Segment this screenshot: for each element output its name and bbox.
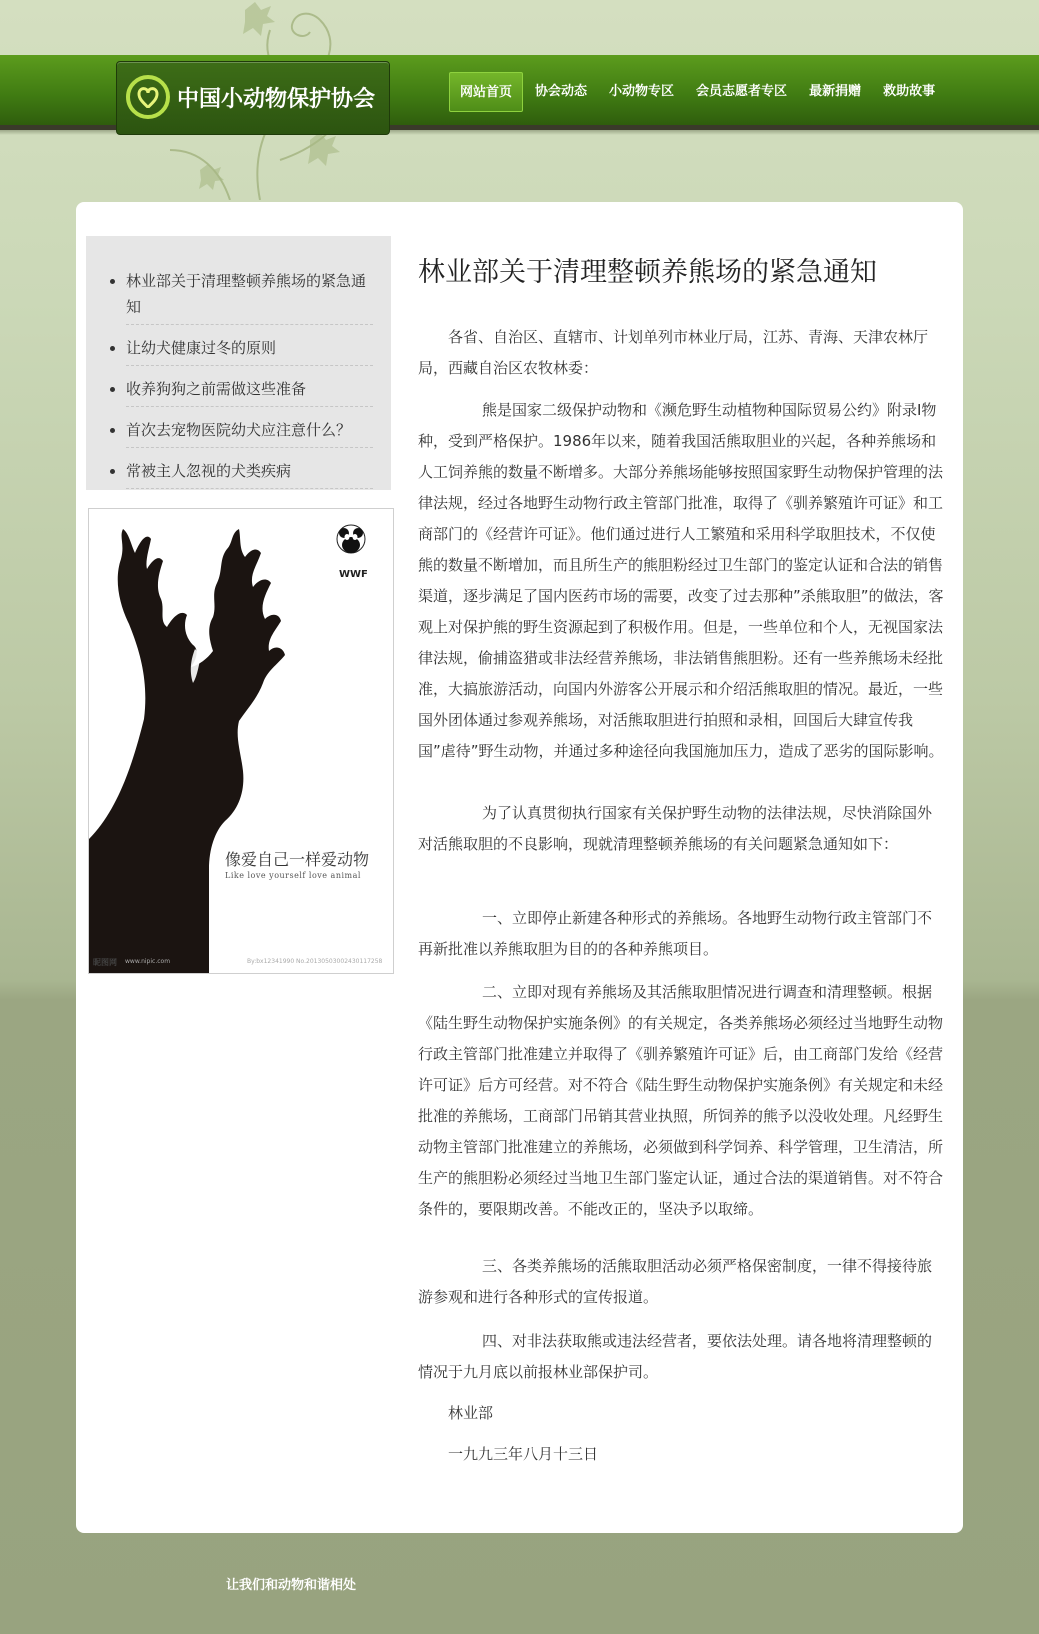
heart-logo-icon [125, 74, 171, 120]
poster-url: www.nipic.com [125, 958, 171, 965]
article-paragraph: 一、立即停止新建各种形式的养熊场。各地野生动物行政主管部门不再新批准以养熊取胆为目的的各种养熊项目。 [418, 909, 933, 958]
nav-news[interactable]: 协会动态 [535, 84, 588, 99]
poster-subcaption: Like love yourself love animal [225, 871, 361, 880]
content-panel [76, 202, 963, 1533]
sidebar-article-list [86, 236, 391, 490]
main-nav [449, 72, 947, 112]
article-title: 林业部关于清理整顿养熊场的紧急通知 [418, 257, 877, 288]
article-date: 一九九三年八月十三日 [448, 1445, 599, 1463]
wwf-deer-poster [88, 508, 394, 974]
article-paragraph: 熊是国家二级保护动物和《濒危野生动植物种国际贸易公约》附录Ⅰ物种，受到严格保护。1986年以来，随着我国活熊取胆业的兴起，各种养熊场和人工饲养熊的数量不断增多。大部分养熊场能够按照国家野生动物保护管理的法律法规，经过各地野生动物行政主管部门批准，取得了《驯养繁殖许可证》和工商部门的《经营许可证》。他们通过进行人工繁殖和采用科学取胆技术，不仅使熊的数量不断增加，而且所生产的熊胆粉经过卫生部门的鉴定认证和合法的销售渠道，逐步满足了国内医药市场的需要，改变了过去那种”杀熊取胆”的做法，客观上对保护熊的野生资源起到了积极作用。但是，一些单位和个人，无视国家法律法规，偷捕盗猎或非法经营养熊场，非法销售熊胆粉。还有一些养熊场未经批准，大搞旅游活动，向国内外游客公开展示和介绍活熊取胆的情况。最近，一些国外团体通过参观养熊场，对活熊取胆进行拍照和录相，回国后大肆宣传我国”虐待”野生动物，并通过多种途径向我国施加压力，造成了恶劣的国际影响。 [418, 401, 944, 760]
nav-volunteers[interactable]: 会员志愿者专区 [696, 84, 788, 99]
sidebar-link[interactable]: • 林业部关于清理整顿养熊场的紧急通知 [126, 264, 373, 325]
nav-small-animals[interactable]: 小动物专区 [609, 84, 675, 99]
footer-slogan: 让我们和动物和谐相处 [226, 1578, 357, 1593]
article-paragraph: 三、各类养熊场的活熊取胆活动必须严格保密制度，一律不得接待旅游参观和进行各种形式的宣传报道。 [418, 1257, 933, 1306]
nav-home[interactable]: 网站首页 [449, 72, 523, 112]
sidebar-link[interactable]: • 让幼犬健康过冬的原则 [126, 331, 373, 366]
article-signature: 林业部 [448, 1404, 494, 1422]
sidebar-link[interactable]: • 首次去宠物医院幼犬应注意什么？ [126, 413, 373, 448]
sidebar-link[interactable]: • 常被主人忽视的犬类疾病 [126, 454, 373, 489]
site-logo[interactable] [116, 61, 390, 135]
article-paragraph: 四、对非法获取熊或违法经营者，要依法处理。请各地将清理整顿的情况于九月底以前报林业部保护司。 [418, 1332, 933, 1381]
poster-caption: 像爱自己一样爱动物 [225, 850, 370, 869]
article [418, 250, 944, 1463]
nav-donations[interactable]: 最新捐赠 [809, 84, 862, 99]
nav-rescue-stories[interactable]: 救助故事 [883, 84, 936, 99]
article-greeting: 各省、自治区、直辖市、计划单列市林业厅局，江苏、青海、天津农林厅局，西藏自治区农牧林委： [418, 328, 929, 377]
logo-text: 中国小动物保护协会 [177, 87, 376, 112]
article-paragraph: 为了认真贯彻执行国家有关保护野生动物的法律法规，尽快消除国外对活熊取胆的不良影响，现就清理整顿养熊场的有关问题紧急通知如下： [418, 804, 933, 853]
article-paragraph: 二、立即对现有养熊场及其活熊取胆情况进行调查和清理整顿。根据《陆生野生动物保护实施条例》的有关规定，各类养熊场必须经过当地野生动物行政主管部门批准建立并取得了《驯养繁殖许可证》后，由工商部门发给《经营许可证》后方可经营。对不符合《陆生野生动物保护实施条例》有关规定和未经批准的养熊场，工商部门吊销其营业执照，所饲养的熊予以没收处理。凡经野生动物主管部门批准建立的养熊场，必须做到科学饲养、科学管理，卫生清洁，所生产的熊胆粉必须经过当地卫生部门鉴定认证，通过合法的渠道销售。对不符合条件的，要限期改善。不能改正的，坚决予以取缔。 [418, 983, 944, 1218]
sidebar-link[interactable]: • 收养狗狗之前需做这些准备 [126, 372, 373, 407]
poster-watermark: 昵图网 [93, 958, 117, 967]
wwf-logo: WWF [339, 569, 368, 580]
poster-image-id: By:bx12341990 No.20130503002430117258 [247, 958, 383, 965]
